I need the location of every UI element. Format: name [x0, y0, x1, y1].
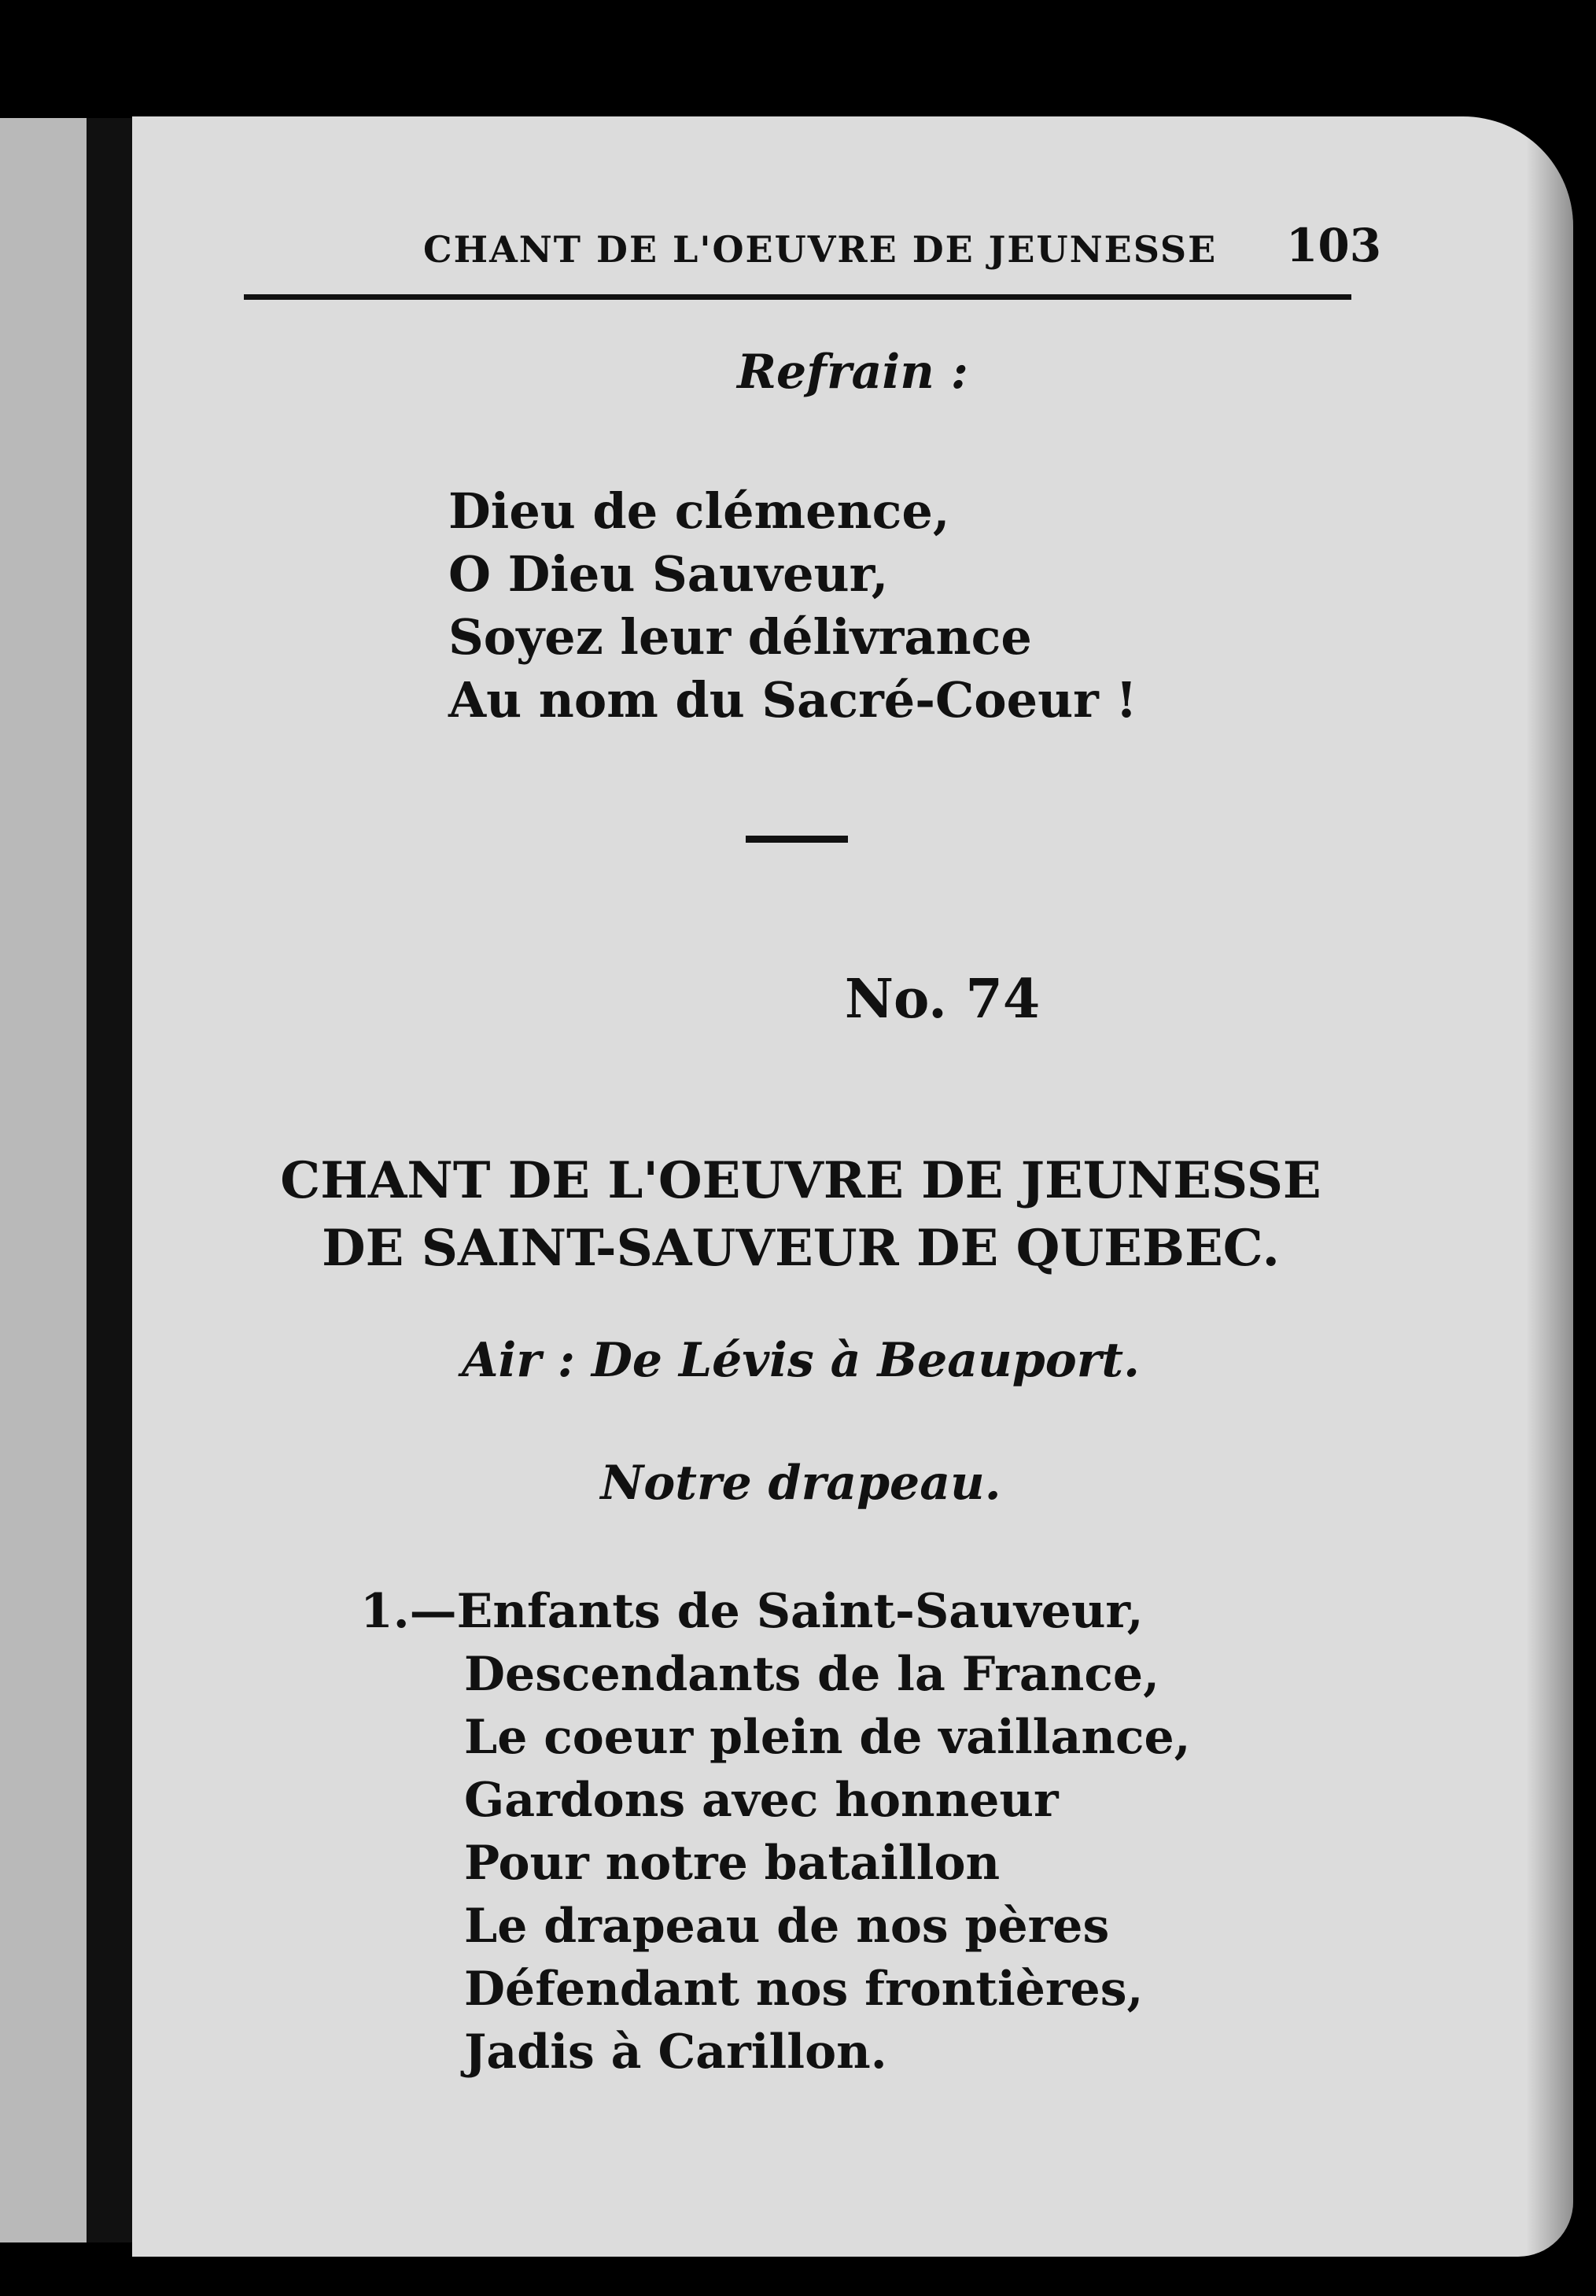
song-title: [211, 1147, 1391, 1283]
page-edge-shadow: [1526, 116, 1573, 2257]
verse-1: [360, 1580, 1191, 2084]
song-subtitle: Notre drapeau.: [600, 1456, 1001, 1511]
verse-line: [360, 1580, 1191, 1643]
verse-line-text: Le coeur plein de vaillance,: [464, 1710, 1191, 1765]
verse-line: [360, 1895, 1191, 1958]
verse-line-text: —Enfants de Saint-Sauveur,: [409, 1584, 1144, 1639]
verse-line-text: Gardons avec honneur: [464, 1773, 1059, 1828]
running-head-title: CHANT DE L'OEUVRE DE JEUNESSE: [423, 228, 1218, 271]
refrain-heading: Refrain :: [737, 345, 968, 400]
verse-line-text: Descendants de la France,: [464, 1647, 1159, 1702]
verse-line-text: Pour notre bataillon: [464, 1836, 1001, 1891]
book-binding: [87, 118, 132, 2242]
song-number: No. 74: [844, 968, 1041, 1031]
verse-line: [360, 1643, 1191, 1706]
song-title-line: CHANT DE L'OEUVRE DE JEUNESSE: [280, 1151, 1321, 1210]
refrain-line: Au nom du Sacré-Coeur !: [448, 671, 1137, 729]
page-number: 103: [1286, 219, 1382, 272]
refrain-lines: [448, 480, 1137, 732]
refrain-line: O Dieu Sauveur,: [448, 545, 889, 603]
section-divider: [746, 836, 848, 843]
verse-line: [360, 1832, 1191, 1895]
header-rule: [244, 294, 1351, 300]
verse-line-text: Défendant nos frontières,: [464, 1962, 1144, 2017]
verse-line-text: Jadis à Carillon.: [464, 2025, 887, 2080]
verse-line: [360, 1769, 1191, 1832]
verse-line: [360, 1958, 1191, 2021]
verse-line: [360, 1706, 1191, 1769]
book-page: [132, 116, 1573, 2257]
tune-indication: Air : De Lévis à Beauport.: [461, 1333, 1140, 1388]
verse-number: 1.: [360, 1584, 410, 1639]
verse-line: [360, 2021, 1191, 2084]
song-title-line: DE SAINT-SAUVEUR DE QUEBEC.: [322, 1219, 1280, 1278]
refrain-line: Dieu de clémence,: [448, 482, 950, 540]
verse-line-text: Le drapeau de nos pères: [464, 1899, 1110, 1954]
refrain-line: Soyez leur délivrance: [448, 608, 1032, 666]
